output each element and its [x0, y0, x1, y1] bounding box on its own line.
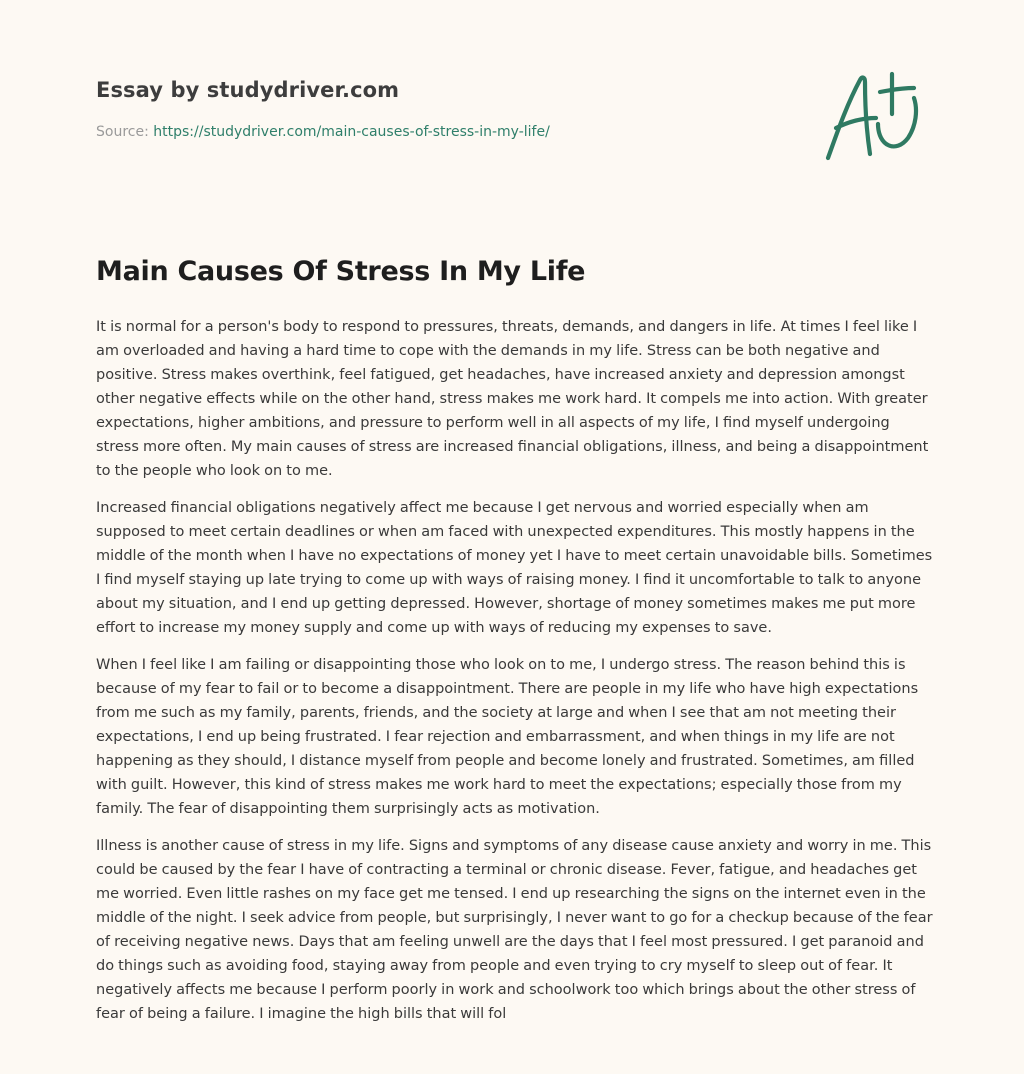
essay-paragraph: It is normal for a person's body to respond to pressures, threats, demands, and dangers in life. At times I feel like I am overloaded and having a hard time to cope with the demands in my life. Stress can be both negative and positive. Stress makes overthink, feel fatigued, get headaches, have increased anxiety and depression amongst other negative effects while on the other hand, stress makes me work hard. It compels me into action. With greater expectations, higher ambitions, and pressure to perform well in all aspects of my life, I find myself undergoing stress more often. My main causes of stress are increased financial obligations, illness, and being a disappointment to the people who look on to me.: [96, 319, 929, 479]
source-link[interactable]: https://studydriver.com/main-causes-of-stress-in-my-life/: [153, 124, 550, 140]
source-label: Source:: [96, 124, 149, 140]
essay-title: Main Causes Of Stress In My Life: [96, 256, 586, 287]
essay-paragraph: Illness is another cause of stress in my life. Signs and symptoms of any disease cause anxiety and worry in me. This could be caused by the fear I have of contracting a terminal or chronic disease. Fever, fatigue, and headaches get me worried. Even little rashes on my face get me tensed. I end up researching the signs on the internet even in the middle of the night. I seek advice from people, but surprisingly, I never want to go for a checkup because of the fear of receiving negative news. Days that am feeling unwell are the days that I feel most pressured. I get paranoid and do things such as avoiding food, staying away from people and even trying to cry myself to sleep out of fear. It negatively affects me because I perform poorly in work and schoolwork too which brings about the other stress of fear of being a failure. I imagine the high bills that will fol: [96, 838, 933, 1022]
essay-paragraph: When I feel like I am failing or disappointing those who look on to me, I undergo stress. The reason behind this is because of my fear to fail or to become a disappointment. There are people in my life who have high expectations from me such as my family, parents, friends, and the society at large and when I see that am not meeting their expectations, I end up being frustrated. I fear rejection and embarrassment, and when things in my life are not happening as they should, I distance myself from people and become lonely and frustrated. Sometimes, am filled with guilt. However, this kind of stress makes me work hard to meet the expectations; especially those from my family. The fear of disappointing them surprisingly acts as motivation.: [96, 657, 919, 817]
a-plus-logo-icon: [822, 66, 926, 166]
essay-paragraph: Increased financial obligations negatively affect me because I get nervous and worried especially when am supposed to meet certain deadlines or when am faced with unexpected expenditures. This mostly happens in the middle of the month when I have no expectations of money yet I have to meet certain unavoidable bills. Sometimes I find myself staying up late trying to come up with ways of raising money. I find it uncomfortable to talk to anyone about my situation, and I end up getting depressed. However, shortage of money sometimes makes me put more effort to increase my money supply and come up with ways of reducing my expenses to save.: [96, 500, 933, 636]
essay-body: [96, 315, 934, 1039]
essay-page: [96, 0, 933, 1074]
site-brand: Essay by studydriver.com: [96, 78, 400, 102]
source-line: [96, 124, 550, 140]
